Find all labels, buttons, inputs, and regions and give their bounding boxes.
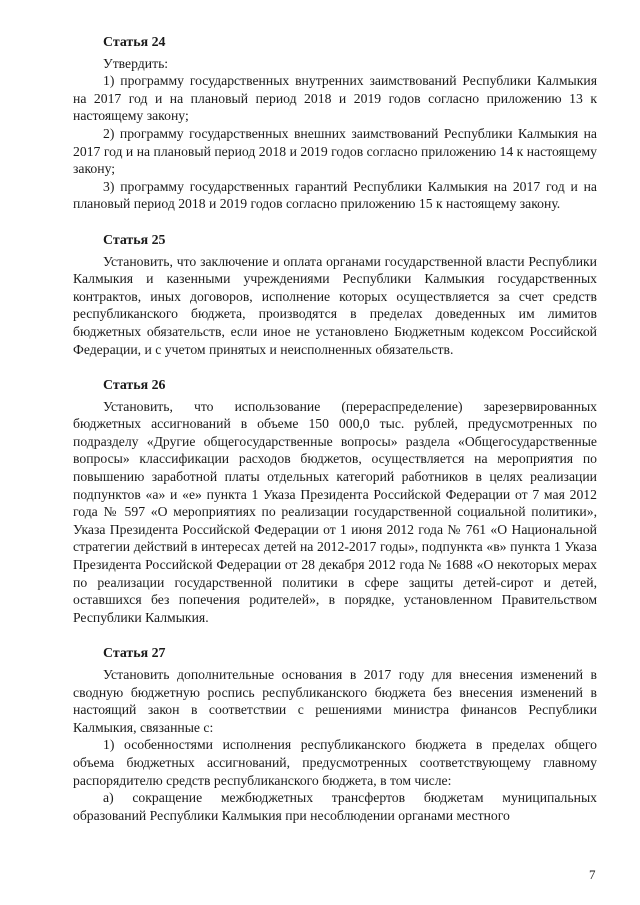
article-paragraph: Установить дополнительные основания в 2017 году для внесения изменений в сводную бюджетную роспись республиканского бюджета без внесения изменений в настоящий закон в соответствии с решениями министра финансов Республики Калмыкия, связанные с: <box>73 667 597 735</box>
document-page <box>73 34 597 843</box>
article-27 <box>73 645 597 824</box>
article-paragraph: Установить, что заключение и оплата органами государственной власти Республики Калмыкия и казенными учреждениями Республики Калмыкия государственных контрактов, иных договоров, исполнение которых осуществляется за счет средств республиканского бюджета, производятся в пределах доведенных им лимитов бюджетных обязательств, если иное не установлено Бюджетным кодексом Российской Федерации, и с учетом принятых и неисполненных обязательств. <box>73 253 597 357</box>
article-25 <box>73 232 597 358</box>
article-24 <box>73 34 597 213</box>
article-title: Статья 24 <box>103 35 166 50</box>
article-title: Статья 26 <box>103 378 166 394</box>
article-paragraph: 1) особенностями исполнения республиканского бюджета в пределах общего объема бюджетных ассигнований, предусмотренных соответствующему главному распорядителю средств республиканского бюджета, в том числе: <box>73 737 597 788</box>
article-paragraph: 1) программу государственных внутренних заимствований Республики Калмыкия на 2017 год и на плановый период 2018 и 2019 годов согласно приложению 13 к настоящему закону; <box>73 73 597 124</box>
page-number: 7 <box>589 867 596 882</box>
article-paragraph: Утвердить: <box>103 55 169 71</box>
article-paragraph: Установить, что использование (перераспределение) зарезервированных бюджетных ассигнований в объеме 150 000,0 тыс. рублей, предусмотренных по подразделу «Другие общегосударственные вопросы» раздела «Общегосударственные вопросы» классификации расходов бюджетов, осуществляется на мероприятия по повышению заработной платы отдельных категорий работников в целях реализации подпунктов «а» и «е» пункта 1 Указа Президента Российской Федерации от 7 мая 2012 года № 597 «О мероприятиях по реализации государственной социальной политики», Указа Президента Российской Федерации от 1 июня 2012 года № 761 «О Национальной стратегии действий в интересах детей на 2012-2017 годы», подпункта «в» пункта 1 Указа Президента Российской Федерации от 28 декабря 2012 года № 1688 «О некоторых мерах по реализации государственной политики в сфере защиты детей-сирот и детей, оставшихся без попечения родителей», в порядке, установленном Правительством Республики Калмыкия. <box>73 398 597 625</box>
article-title: Статья 27 <box>103 646 166 662</box>
article-paragraph: а) сокращение межбюджетных трансфертов бюджетам муниципальных образований Республики Калмыкия при несоблюдении органами местного <box>73 790 597 823</box>
article-paragraph: 2) программу государственных внешних заимствований Республики Калмыкия на 2017 год и на плановый период 2018 и 2019 годов согласно приложению 14 к настоящему закону; <box>73 125 597 177</box>
article-title: Статья 25 <box>103 232 166 248</box>
article-paragraph: 3) программу государственных гарантий Республики Калмыкия на 2017 год и на плановый период 2018 и 2019 годов согласно приложению 15 к настоящему закону. <box>73 178 597 212</box>
article-26 <box>73 377 597 626</box>
